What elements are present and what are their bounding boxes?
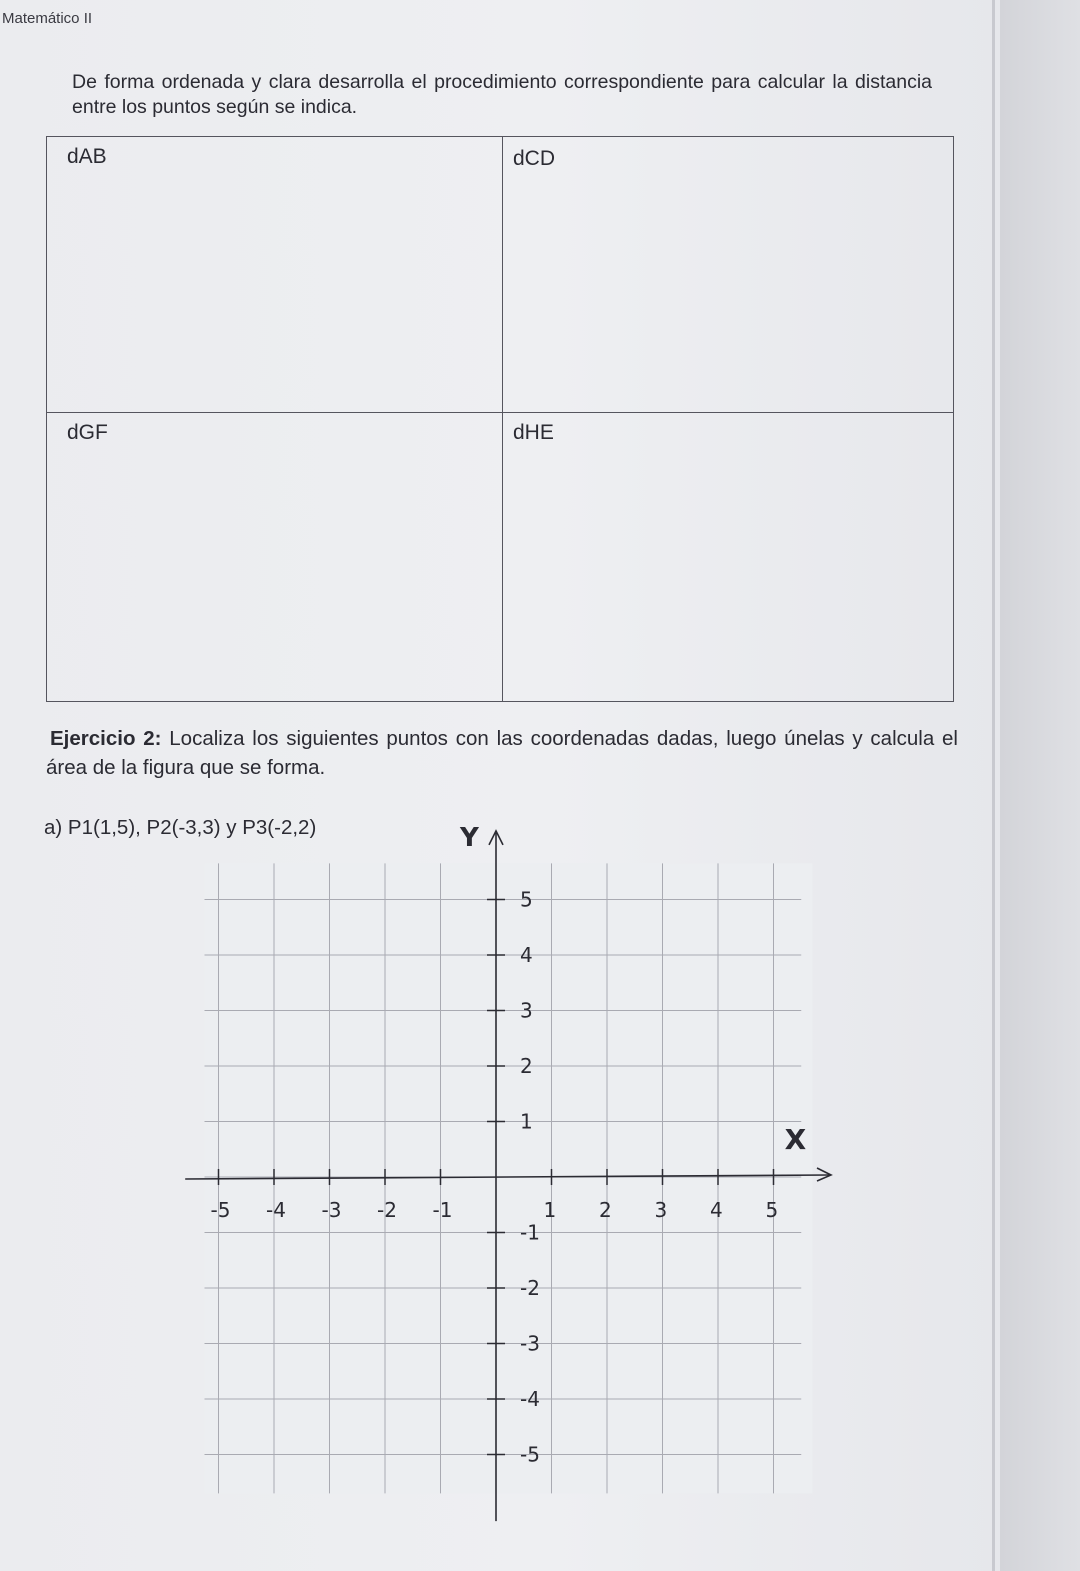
answer-box-dcd[interactable] xyxy=(503,137,953,413)
y-tick-label: 2 xyxy=(520,1054,533,1078)
x-tick-label: 2 xyxy=(599,1198,612,1222)
box-label-dcd: dCD xyxy=(513,147,556,170)
exercise-2-title: Ejercicio 2: xyxy=(50,727,162,750)
y-tick-label: 4 xyxy=(520,943,533,967)
instructions-text: De forma ordenada y clara desarrolla el procedimiento correspondiente para calcular la distancia entre los puntos según se indica. xyxy=(72,71,932,118)
x-axis-label: X xyxy=(784,1123,807,1156)
y-tick-label: 1 xyxy=(520,1109,533,1134)
y-tick-label: -4 xyxy=(520,1387,540,1411)
x-tick-label: 3 xyxy=(654,1198,668,1222)
underlying-page xyxy=(995,0,1080,1571)
answer-box-dhe[interactable] xyxy=(503,413,953,701)
box-label-dhe: dHE xyxy=(513,421,554,444)
exercise-2-item-a: a) P1(1,5), P2(-3,3) y P3(-2,2) xyxy=(44,816,317,839)
y-axis-label: Y xyxy=(460,822,479,853)
x-tick-label: -2 xyxy=(377,1198,397,1222)
x-tick-label: -1 xyxy=(432,1198,453,1222)
box-label-dgf: dGF xyxy=(67,421,108,444)
answer-box-dab[interactable] xyxy=(47,137,503,413)
page-edge xyxy=(992,0,995,1571)
y-tick-label: -3 xyxy=(520,1331,540,1356)
x-tick-label: -4 xyxy=(266,1198,286,1222)
y-tick-label: 3 xyxy=(520,998,533,1023)
distance-answer-table xyxy=(46,136,954,702)
x-tick-label: 4 xyxy=(710,1198,723,1222)
x-tick-label: 1 xyxy=(543,1198,557,1222)
x-tick-label: 5 xyxy=(765,1198,779,1222)
y-tick-label: -2 xyxy=(520,1276,540,1300)
y-tick-label: -5 xyxy=(520,1442,540,1467)
answer-box-dgf[interactable] xyxy=(47,413,503,701)
exercise-2-text: Localiza los siguientes puntos con las coordenadas dadas, luego únelas y calcula el área de la figura que se forma. xyxy=(46,727,958,779)
x-tick-label: -5 xyxy=(210,1198,231,1222)
x-tick-label: -3 xyxy=(321,1198,342,1222)
box-label-dab: dAB xyxy=(67,145,107,168)
subject-header: Matemático II xyxy=(2,10,93,27)
y-tick-label: 5 xyxy=(520,887,533,912)
y-tick-label: -1 xyxy=(520,1220,540,1245)
exercise-2-statement xyxy=(46,724,958,782)
